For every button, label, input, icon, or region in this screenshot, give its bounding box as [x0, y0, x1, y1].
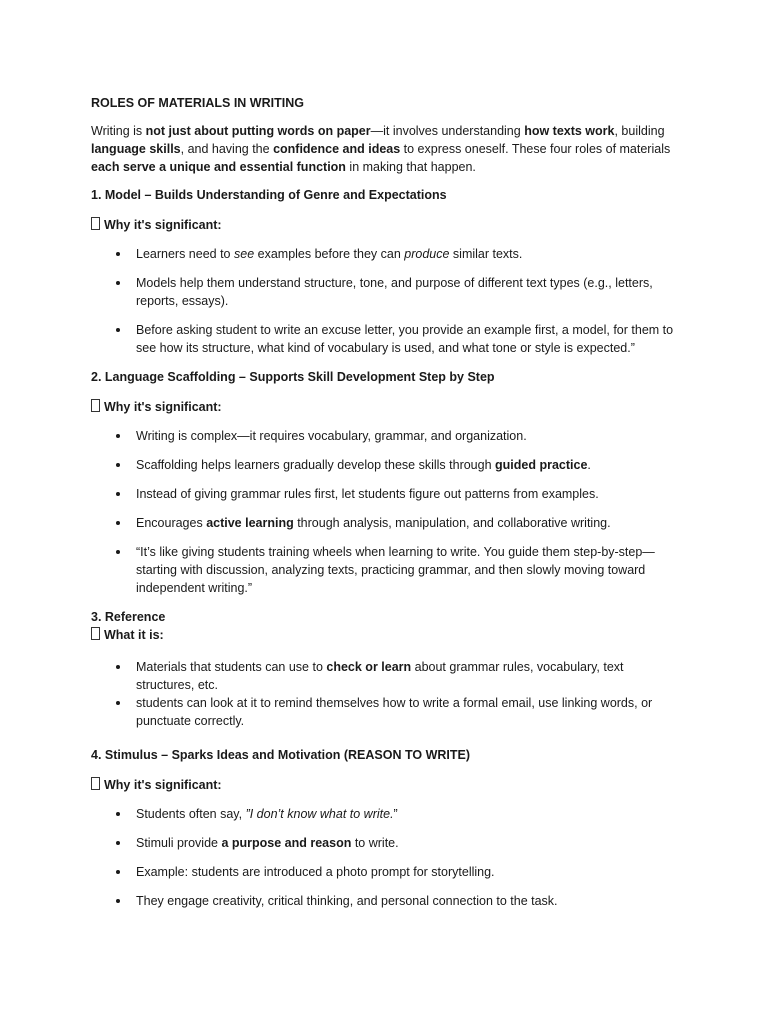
italic-text: see: [234, 247, 255, 261]
list-item: [91, 658, 677, 694]
list-item: Instead of giving grammar rules first, let students figure out patterns from examples.: [91, 485, 677, 503]
bullet-list: [91, 427, 677, 597]
document-title: ROLES OF MATERIALS IN WRITING: [91, 96, 304, 110]
text: ”: [393, 807, 398, 821]
text: Stimuli provide: [136, 836, 222, 850]
intro-text: , building: [614, 124, 665, 138]
missing-glyph-icon: [91, 777, 100, 790]
intro-bold: language skills: [91, 142, 181, 156]
text: Materials that students can use to: [136, 660, 327, 674]
bold-text: active learning: [206, 516, 294, 530]
intro-bold: each serve a unique and essential function: [91, 160, 346, 174]
list-item: Models help them understand structure, tone, and purpose of different text types (e.g., letters, reports, essays).: [91, 274, 677, 310]
list-item: [91, 456, 677, 474]
list-item: Writing is complex—it requires vocabulary, grammar, and organization.: [91, 427, 677, 445]
intro-bold: not just about putting words on paper: [145, 124, 371, 138]
list-item: [91, 805, 677, 823]
what-it-is-label: [91, 626, 677, 644]
sub-label: Why it's significant:: [104, 218, 222, 232]
italic-text: ”I don’t know what to write.: [245, 807, 394, 821]
list-item: [91, 834, 677, 852]
why-significant-label: [91, 398, 677, 416]
sub-label: Why it's significant:: [104, 400, 222, 414]
list-item: They engage creativity, critical thinking, and personal connection to the task.: [91, 892, 677, 910]
list-item: Before asking student to write an excuse letter, you provide an example first, a model, for them to see how its structure, what kind of vocabulary is used, and what tone or style is expected.”: [91, 321, 677, 357]
intro-text: Writing is: [91, 124, 146, 138]
text: Students often say,: [136, 807, 246, 821]
intro-bold: how texts work: [524, 124, 615, 138]
list-item: [91, 514, 677, 532]
why-significant-label: [91, 216, 677, 234]
intro-text: , and having the: [180, 142, 274, 156]
bold-text: guided practice: [495, 458, 588, 472]
intro-text: —it involves understanding: [370, 124, 525, 138]
missing-glyph-icon: [91, 627, 100, 640]
italic-text: produce: [404, 247, 450, 261]
text: Scaffolding helps learners gradually develop these skills through: [136, 458, 496, 472]
missing-glyph-icon: [91, 217, 100, 230]
intro-text: to express oneself. These four roles of materials: [400, 142, 671, 156]
document-body: [91, 94, 677, 921]
bold-text: check or learn: [326, 660, 412, 674]
list-item: students can look at it to remind themselves how to write a formal email, use linking words, or punctuate correctly.: [91, 694, 677, 730]
list-item: Example: students are introduced a photo prompt for storytelling.: [91, 863, 677, 881]
text: similar texts.: [449, 247, 523, 261]
text: about grammar rules, vocabulary, text structures, etc.: [136, 660, 624, 692]
section-heading-model: 1. Model – Builds Understanding of Genre and Expectations: [91, 188, 447, 202]
bold-text: a purpose and reason: [221, 836, 352, 850]
bullet-list: [91, 245, 677, 357]
list-item: [91, 245, 677, 263]
bullet-list: [91, 805, 677, 910]
text: through analysis, manipulation, and collaborative writing.: [293, 516, 611, 530]
text: Encourages: [136, 516, 207, 530]
sub-label: What it is:: [104, 628, 164, 642]
text: .: [587, 458, 591, 472]
text: Learners need to: [136, 247, 234, 261]
text: examples before they can: [254, 247, 405, 261]
section-heading-reference: 3. Reference: [91, 610, 166, 624]
section-heading-scaffolding: 2. Language Scaffolding – Supports Skill Development Step by Step: [91, 370, 495, 384]
intro-paragraph: [91, 122, 677, 176]
bullet-list: [91, 658, 677, 730]
section-heading-stimulus: 4. Stimulus – Sparks Ideas and Motivation (REASON TO WRITE): [91, 748, 470, 762]
missing-glyph-icon: [91, 399, 100, 412]
list-item: “It’s like giving students training wheels when learning to write. You guide them step-by-step—starting with discussion, analyzing texts, practicing grammar, and then slowly moving toward independent writing.”: [91, 543, 677, 597]
intro-text: in making that happen.: [345, 160, 476, 174]
why-significant-label: [91, 776, 677, 794]
text: to write.: [351, 836, 399, 850]
sub-label: Why it's significant:: [104, 778, 222, 792]
intro-bold: confidence and ideas: [273, 142, 401, 156]
